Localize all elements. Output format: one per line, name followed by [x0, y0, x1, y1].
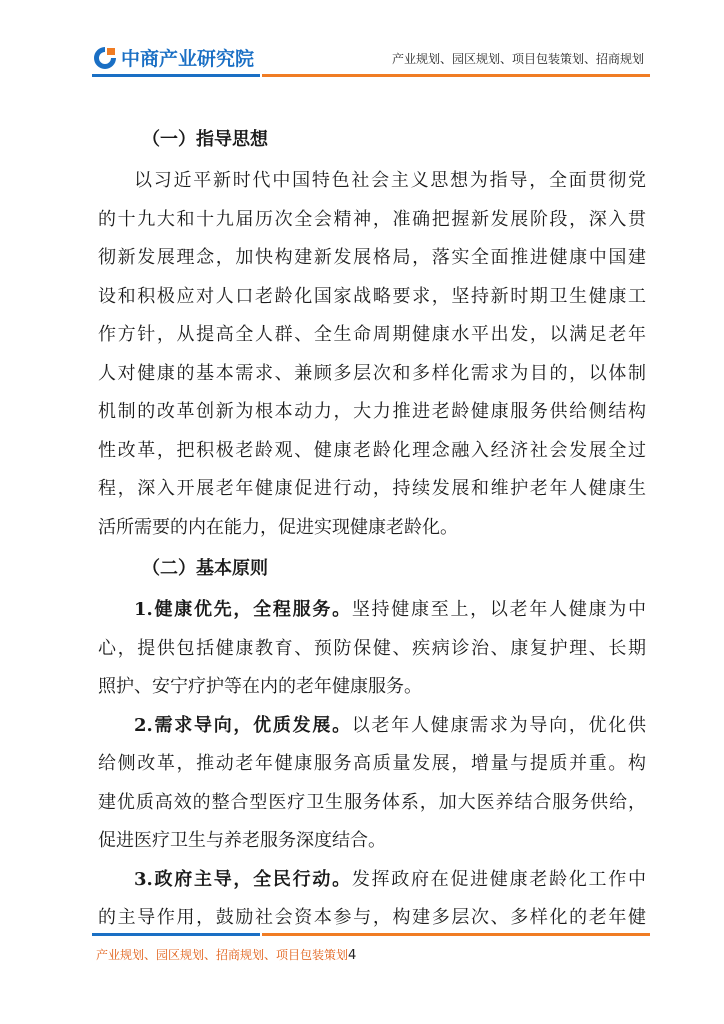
text-line: 活所需要的内在能力，促进实现健康老龄化。 — [98, 516, 458, 538]
text-line: 给侧改革，推动老年健康服务高质量发展，增量与提质并重。构 — [98, 753, 646, 774]
logo — [92, 44, 254, 71]
principle-3 — [98, 861, 646, 938]
footer-text: 产业规划、园区规划、招商规划、项目包装策划 — [96, 948, 349, 962]
page-number: 4 — [348, 948, 357, 963]
text-line: 人对健康的基本需求、兼顾多层次和多样化需求为目的，以体制 — [98, 362, 646, 384]
text-line — [98, 861, 646, 900]
text-line: 以习近平新时代中国特色社会主义思想为指导，全面贯彻党 — [134, 170, 646, 191]
logo-icon — [92, 45, 118, 71]
text-line: 促进医疗卫生与养老服务深度结合。 — [98, 830, 386, 851]
principle-title: 3.政府主导，全民行动。 — [134, 868, 352, 890]
section-heading-basic-principles: （二）基本原则 — [142, 558, 268, 579]
logo-text: 中商产业研究院 — [121, 48, 255, 70]
text-line: 的十九大和十九届历次全会精神，准确把握新发展阶段，深入贯 — [98, 208, 646, 230]
header-rule-orange — [262, 74, 650, 77]
text-line: 机制的改革创新为根本动力，大力推进老龄健康服务供给侧结构 — [98, 401, 646, 422]
text-line: 程，深入开展老年健康促进行动，持续发展和维护老年人健康生 — [98, 478, 646, 499]
text-line: 性改革，把积极老龄观、健康老龄化理念融入经济社会发展全过 — [98, 439, 646, 461]
principle-title: 2.需求导向，优质发展。 — [134, 714, 352, 736]
text-line — [98, 591, 646, 630]
paragraph-guiding-ideology — [98, 162, 646, 547]
text-line: 心，提供包括健康教育、预防保健、疾病诊治、康复护理、长期 — [98, 637, 646, 659]
footer-rule-blue — [92, 933, 260, 936]
text-line — [98, 707, 646, 746]
header-rule-blue — [92, 74, 260, 77]
header-tagline: 产业规划、园区规划、项目包装策划、招商规划 — [391, 52, 644, 66]
principle-1 — [98, 591, 646, 707]
page-header — [0, 0, 724, 90]
text-line: 彻新发展理念，加快构建新发展格局，落实全面推进健康中国建 — [98, 247, 646, 268]
text-line: 照护、安宁疗护等在内的老年健康服务。 — [98, 676, 422, 697]
footer-rule-orange — [262, 933, 650, 936]
section-heading-guiding-ideology: （一）指导思想 — [142, 129, 268, 150]
text-line: 建优质高效的整合型医疗卫生服务体系，加大医养结合服务供给， — [98, 791, 646, 813]
text-line: 的主导作用，鼓励社会资本参与，构建多层次、多样化的老年健 — [98, 907, 646, 928]
principle-text: 坚持健康至上，以老年人健康为中 — [351, 599, 647, 620]
page-footer — [96, 946, 356, 963]
principle-title: 1.健康优先，全程服务。 — [134, 599, 352, 620]
principle-2 — [98, 707, 646, 861]
document-body — [98, 118, 646, 938]
text-line: 作方针，从提高全人群、全生命周期健康水平出发，以满足老年 — [98, 324, 646, 345]
text-line: 设和积极应对人口老龄化国家战略要求，坚持新时期卫生健康工 — [98, 285, 646, 307]
principle-text: 以老年人健康需求为导向，优化供 — [351, 714, 647, 736]
principle-text: 发挥政府在促进健康老龄化工作中 — [351, 868, 647, 890]
